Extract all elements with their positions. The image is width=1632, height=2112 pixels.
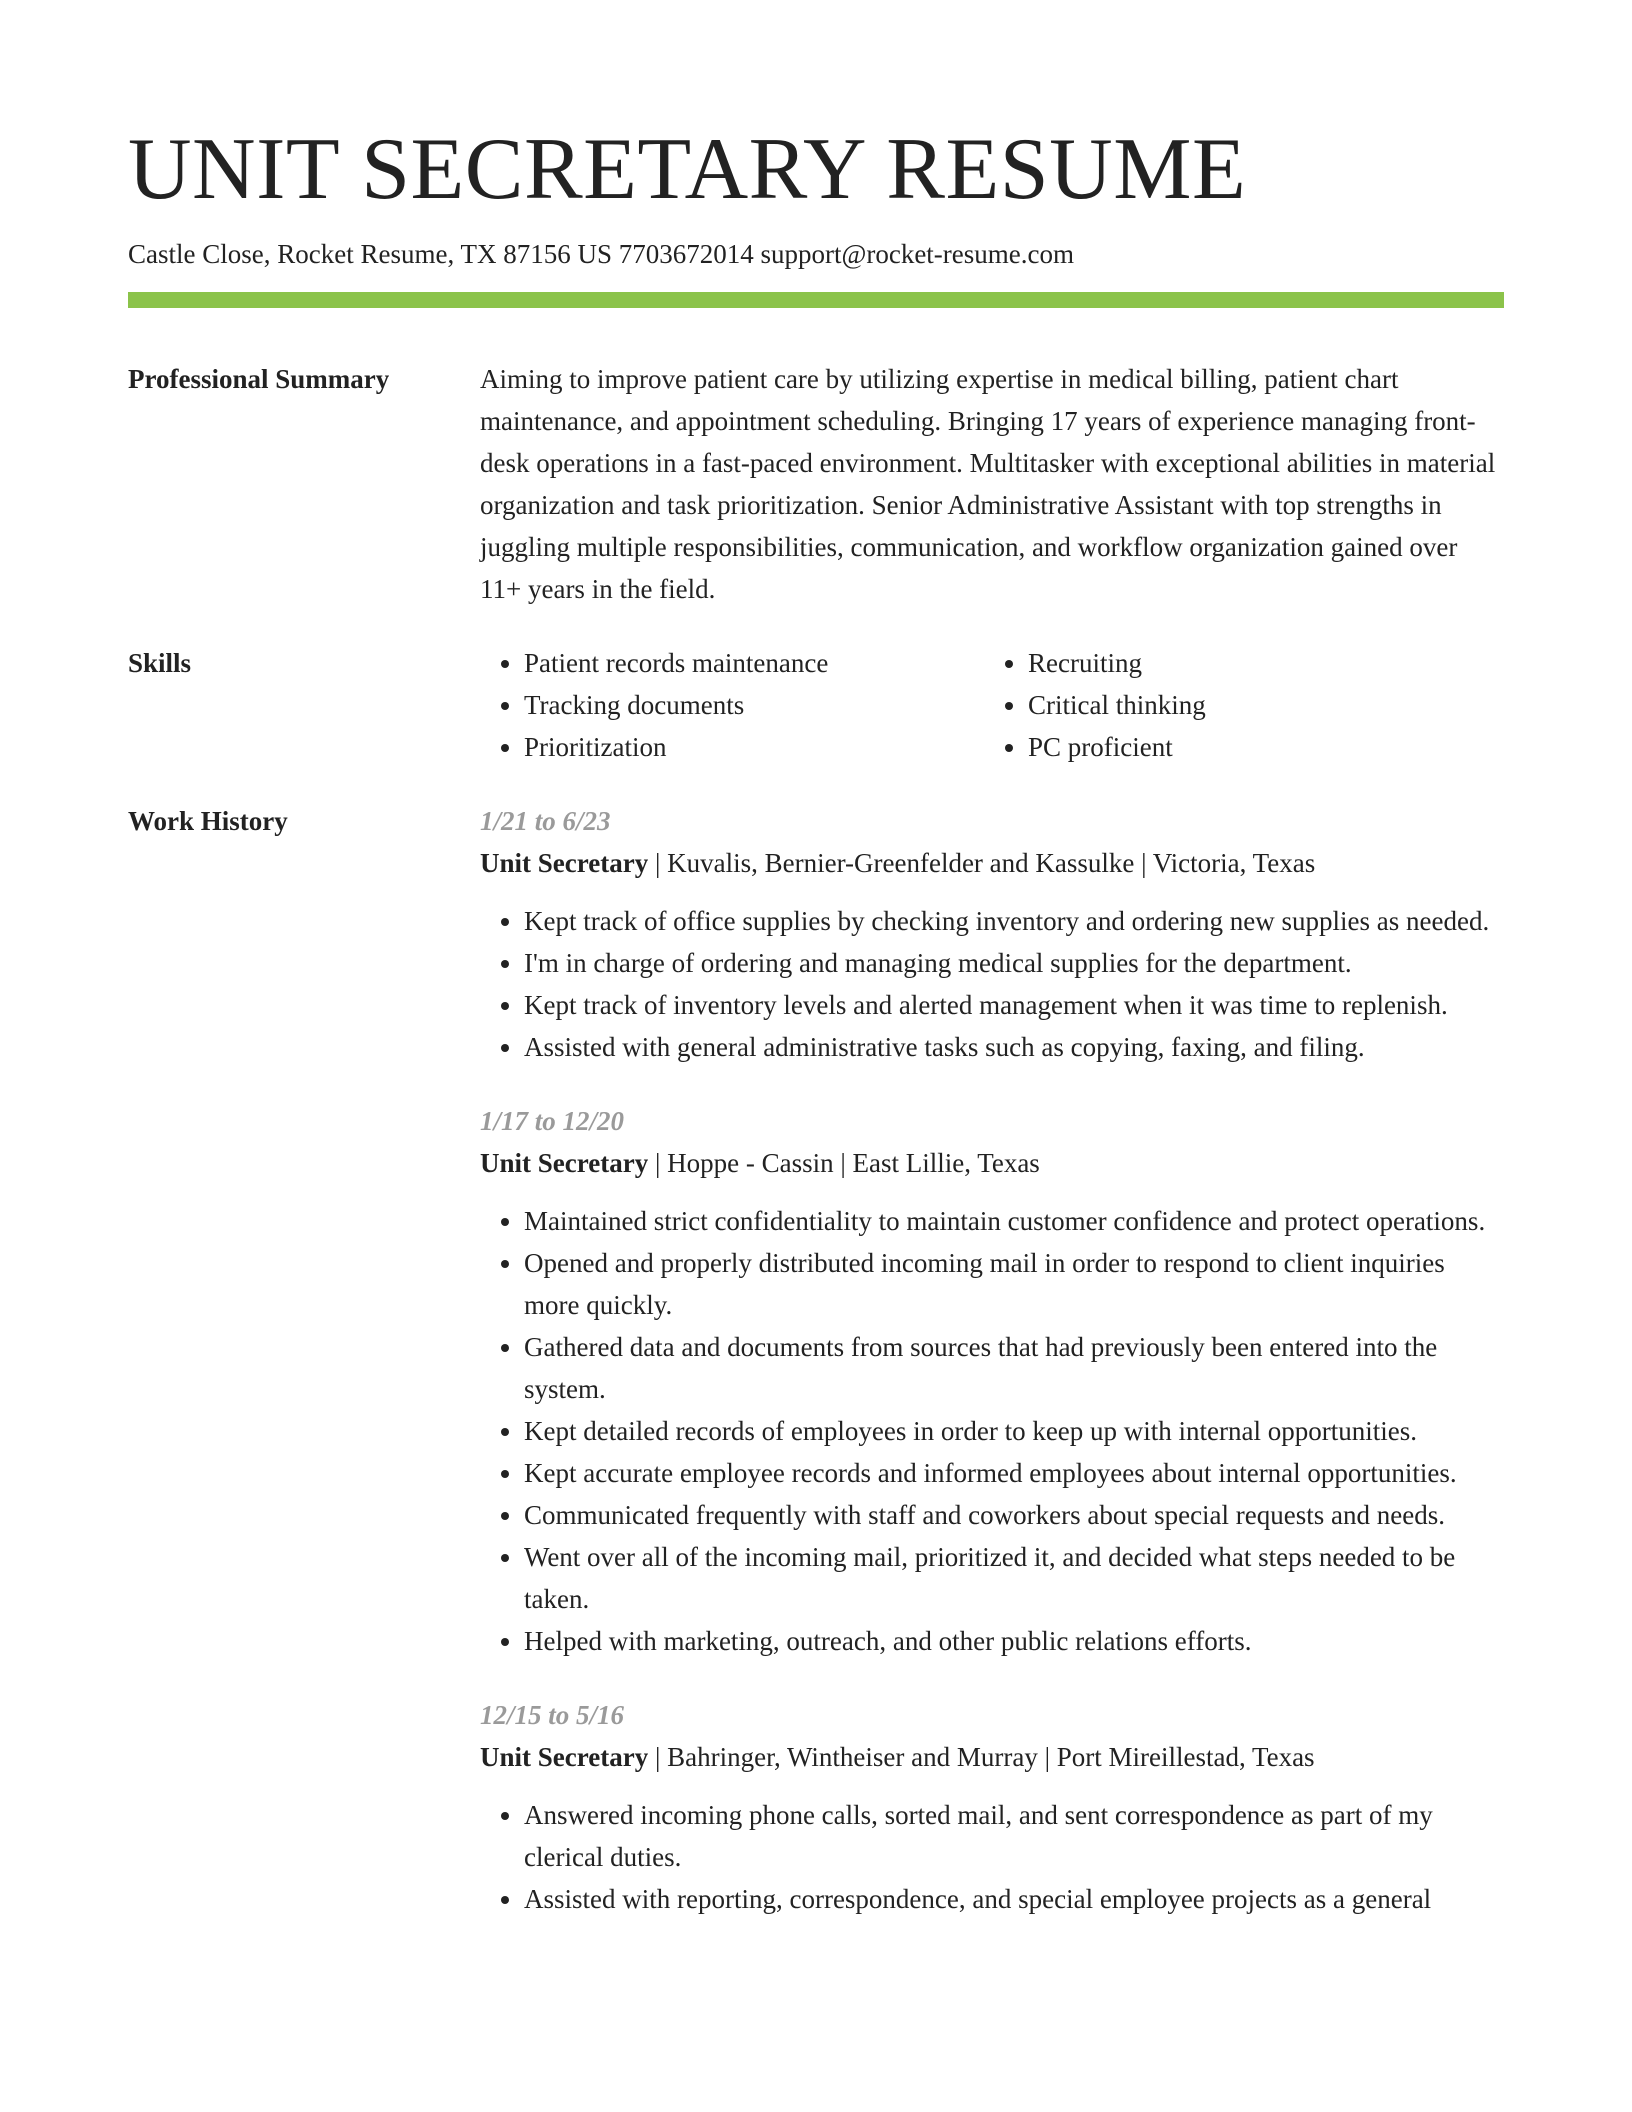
- skills-column-left: [480, 642, 984, 768]
- skill-item: • Patient records maintenance: [524, 642, 984, 684]
- job-dates: 1/17 to 12/20: [480, 1106, 625, 1136]
- skill-item: • Prioritization: [524, 726, 984, 768]
- job-bullet: • Opened and properly distributed incoming mail in order to respond to client inquiries more quickly.: [524, 1242, 1504, 1326]
- job-bullet: • Kept accurate employee records and informed employees about internal opportunities.: [524, 1452, 1504, 1494]
- job-entry: [480, 1100, 1504, 1662]
- job-bullet: • Kept detailed records of employees in order to keep up with internal opportunities.: [524, 1410, 1504, 1452]
- contact-address: Castle Close, Rocket Resume, TX 87156 US: [128, 239, 612, 269]
- job-dates: 1/21 to 6/23: [480, 806, 611, 836]
- job-entry: [480, 800, 1504, 1068]
- summary-section: [128, 358, 1504, 610]
- job-title: Unit Secretary: [480, 848, 649, 878]
- header-divider: [128, 292, 1504, 308]
- skill-item: • Recruiting: [1028, 642, 1488, 684]
- job-bullet-list: [480, 1794, 1504, 1920]
- work-history-section: [128, 800, 1504, 1952]
- job-bullet: • Gathered data and documents from sources that had previously been entered into the system.: [524, 1326, 1504, 1410]
- job-bullet: • Helped with marketing, outreach, and other public relations efforts.: [524, 1620, 1504, 1662]
- job-bullet-list: [480, 1200, 1504, 1662]
- job-title-line: [480, 1142, 1504, 1184]
- job-details: | Bahringer, Wintheiser and Murray | Port Mireillestad, Texas: [648, 1742, 1315, 1772]
- job-title: Unit Secretary: [480, 1742, 649, 1772]
- contact-email: support@rocket-resume.com: [760, 239, 1075, 269]
- job-bullet: • Assisted with general administrative tasks such as copying, faxing, and filing.: [524, 1026, 1504, 1068]
- job-bullet: • Kept track of office supplies by checking inventory and ordering new supplies as needed.: [524, 900, 1504, 942]
- summary-text: Aiming to improve patient care by utilizing expertise in medical billing, patient chart maintenance, and appointment scheduling. Bringing 17 years of experience managing front-desk operations in a fast-paced environment. Multitasker with exceptional abilities in material organization and task prioritization. Senior Administrative Assistant with top strengths in juggling multiple responsibilities, communication, and workflow organization gained over 11+ years in the field.: [480, 364, 1496, 604]
- job-bullet: • Kept track of inventory levels and alerted management when it was time to replenish.: [524, 984, 1504, 1026]
- summary-heading: Professional Summary: [128, 364, 390, 394]
- resume-title: UNIT SECRETARY RESUME: [128, 121, 1247, 218]
- job-bullet: • Answered incoming phone calls, sorted mail, and sent correspondence as part of my clerical duties.: [524, 1794, 1504, 1878]
- skills-grid: [480, 642, 1504, 768]
- skills-heading: Skills: [128, 648, 192, 678]
- skill-item: • PC proficient: [1028, 726, 1488, 768]
- work-history-heading: Work History: [128, 806, 288, 836]
- job-title: Unit Secretary: [480, 1148, 649, 1178]
- skill-item: • Tracking documents: [524, 684, 984, 726]
- job-title-line: [480, 842, 1504, 884]
- skills-body: [480, 642, 1504, 768]
- contact-phone: 7703672014: [618, 239, 754, 269]
- job-details: | Kuvalis, Bernier-Greenfelder and Kassulke | Victoria, Texas: [648, 848, 1316, 878]
- job-bullet: • I'm in charge of ordering and managing medical supplies for the department.: [524, 942, 1504, 984]
- job-bullet: • Communicated frequently with staff and coworkers about special requests and needs.: [524, 1494, 1504, 1536]
- skills-column-right: [984, 642, 1488, 768]
- job-entry: [480, 1694, 1504, 1920]
- job-dates: 12/15 to 5/16: [480, 1700, 625, 1730]
- skill-item: • Critical thinking: [1028, 684, 1488, 726]
- resume-page: [128, 0, 1504, 1952]
- work-history-body: [480, 800, 1504, 1952]
- job-title-line: [480, 1736, 1504, 1778]
- job-bullet: • Maintained strict confidentiality to maintain customer confidence and protect operations.: [524, 1200, 1504, 1242]
- job-bullet: • Went over all of the incoming mail, prioritized it, and decided what steps needed to be taken.: [524, 1536, 1504, 1620]
- job-bullet-list: [480, 900, 1504, 1068]
- skills-section: [128, 642, 1504, 768]
- job-details: | Hoppe - Cassin | East Lillie, Texas: [648, 1148, 1040, 1178]
- job-bullet: • Assisted with reporting, correspondence, and special employee projects as a general: [524, 1878, 1504, 1920]
- contact-line: [128, 236, 1504, 272]
